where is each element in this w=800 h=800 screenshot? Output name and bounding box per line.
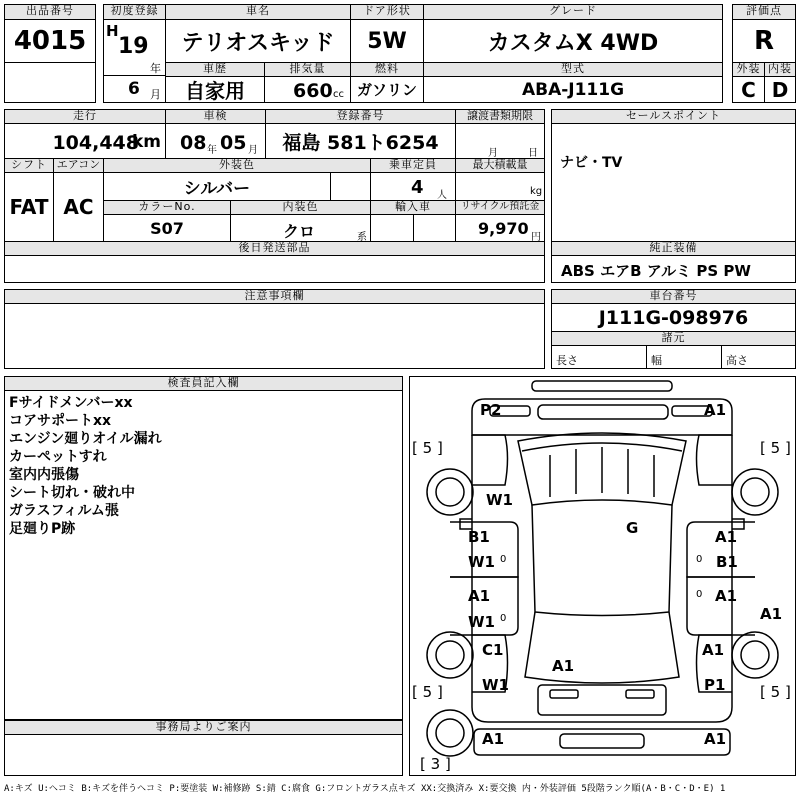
inspection-month-unit: 月 — [248, 145, 258, 156]
aircon-label: エアコン — [53, 158, 104, 173]
tire-rear-left-value: 5 — [422, 683, 433, 701]
tire-spare-value: 3 — [430, 755, 441, 773]
shift-label: シフト — [4, 158, 54, 173]
model: ABA-J111G — [423, 76, 723, 103]
first-reg-month: 6 — [128, 79, 140, 99]
later-parts-label: 後日発送部品 — [4, 241, 545, 256]
score-label: 評価点 — [732, 4, 796, 20]
spec-width-cell — [646, 345, 722, 369]
later-parts-cell — [4, 255, 545, 283]
inspector-notes-list — [9, 394, 162, 538]
mark-p2: P2 — [480, 401, 502, 419]
spec-height-cell — [721, 345, 796, 369]
inspection-label: 車検 — [165, 109, 266, 124]
displacement-label: 排気量 — [264, 62, 351, 77]
mark-zero-right-front: 0 — [696, 554, 703, 565]
grade: カスタムX 4WD — [423, 19, 723, 63]
mark-w1-left-rear-door: W1 — [468, 613, 495, 631]
tire-front-left-value: 5 — [422, 439, 433, 457]
aircon: AC — [53, 172, 104, 242]
mark-a1-front-right: A1 — [704, 401, 727, 419]
inspector-notes — [4, 390, 403, 720]
displacement: 660 — [293, 80, 333, 102]
chassis: J111G-098976 — [551, 303, 796, 332]
mark-zero-left-rear: 0 — [500, 613, 507, 624]
transfer-month-unit: 月 — [488, 148, 498, 159]
tire-front-left: [ 5 ] — [412, 439, 443, 457]
tire-front-right-value: 5 — [770, 439, 781, 457]
model-label: 型式 — [423, 62, 723, 77]
genuine-equip-label: 純正装備 — [551, 241, 796, 256]
mark-w1-left-front-door: W1 — [468, 553, 495, 571]
mark-zero-right-rear: 0 — [696, 589, 703, 600]
first-reg-month-cell — [103, 75, 166, 103]
capacity-label: 乗車定員 — [370, 158, 456, 173]
car-name-label: 車名 — [165, 4, 351, 20]
mark-a1-rear-left: A1 — [482, 730, 505, 748]
max-load-cell — [455, 172, 545, 201]
inspection-month: 05 — [220, 132, 247, 154]
color-no-label: カラーNo. — [103, 200, 231, 215]
recycle-label: リサイクル預託金 — [455, 200, 545, 215]
max-load-unit: kg — [530, 186, 543, 197]
mark-a1-right-rear: A1 — [702, 641, 725, 659]
mark-b1-right-front-door: B1 — [716, 553, 738, 571]
exterior-label: 外装 — [732, 62, 765, 77]
mark-a1-left-rear-door: A1 — [468, 587, 491, 605]
mark-w1-left-rear: W1 — [482, 676, 509, 694]
sales-point-label: セールスポイント — [551, 109, 796, 124]
exterior-grade: C — [732, 76, 765, 103]
mark-c1-left-rear: C1 — [482, 641, 504, 659]
mark-a1-roof-rear: A1 — [552, 657, 575, 675]
chassis-label: 車台番号 — [551, 289, 796, 304]
car-diagram — [409, 376, 796, 776]
import-label: 輸入車 — [370, 200, 456, 215]
plate-label: 登録番号 — [265, 109, 456, 124]
car-name: テリオスキッド — [165, 19, 351, 63]
inspector-note: エンジン廻りオイル漏れ — [9, 431, 162, 447]
mileage-label: 走行 — [4, 109, 166, 124]
sales-point: ナビ・TV — [560, 155, 623, 171]
ext-color-label: 外装色 — [103, 158, 371, 173]
inspector-note: カーペットすれ — [9, 449, 107, 465]
spec-height-label: 高さ — [726, 354, 748, 367]
mark-p1-right-rear: P1 — [704, 676, 726, 694]
first-reg-year: 19 — [118, 34, 149, 59]
tire-rear-right-value: 5 — [770, 683, 781, 701]
era: H — [106, 22, 119, 40]
inspection-year-unit: 年 — [207, 145, 217, 156]
office-label: 事務局よりご案内 — [4, 720, 403, 735]
transfer-day-unit: 日 — [528, 148, 538, 159]
month-unit: 月 — [150, 88, 161, 101]
shift: FAT — [4, 172, 54, 242]
grade-label: グレード — [423, 4, 723, 20]
interior-label: 内装 — [764, 62, 796, 77]
mark-b1-left-front-door: B1 — [468, 528, 490, 546]
door-label: ドア形状 — [350, 4, 424, 20]
recycle: 9,970 — [478, 219, 529, 238]
spec-width-label: 幅 — [651, 354, 662, 367]
fuel-label: 燃料 — [350, 62, 424, 77]
caution-cell — [4, 303, 545, 369]
inspector-note: 足廻りP跡 — [9, 521, 76, 537]
mileage-cell — [4, 123, 166, 159]
tire-spare: [ 3 ] — [420, 755, 451, 773]
interior-grade: D — [764, 76, 796, 103]
year-unit: 年 — [150, 62, 161, 75]
int-color-label: 内装色 — [230, 200, 371, 215]
int-color-cell — [230, 214, 371, 242]
lot-number: 4015 — [4, 19, 96, 63]
recycle-cell — [455, 214, 545, 242]
legend: A:キズ U:ヘコミ B:キズを伴うヘコミ P:要塗装 W:補修跡 S:錆 C:腐食 G:フロントガラス点キズ XX:交換済み X:要交換 内・外装評価 5段階ランク順(A・B・C・D・E) 1 — [4, 784, 726, 794]
color-no: S07 — [103, 214, 231, 242]
mark-a1-right-rear-door: A1 — [715, 587, 738, 605]
transfer-cell — [455, 123, 545, 159]
ext-color-blank — [330, 172, 371, 201]
caution-label: 注意事項欄 — [4, 289, 545, 304]
spec-length-label: 長さ — [556, 354, 578, 367]
import-cell-a — [370, 214, 414, 242]
tire-rear-right: [ 5 ] — [760, 683, 791, 701]
lot-blank — [4, 62, 96, 103]
mileage-unit: km — [131, 132, 161, 152]
inspector-note: Fサイドメンバーxx — [9, 395, 133, 411]
displacement-cell — [264, 76, 351, 103]
tire-front-right: [ 5 ] — [760, 439, 791, 457]
inspector-note: コアサポートxx — [9, 413, 112, 429]
fuel: ガソリン — [350, 76, 424, 103]
inspector-note: シート切れ・破れ中 — [9, 485, 135, 501]
score: R — [732, 19, 796, 63]
max-load-label: 最大積載量 — [455, 158, 545, 173]
spec-length-cell — [551, 345, 647, 369]
plate: 福島 581ト6254 — [265, 123, 456, 159]
first-reg-label: 初度登録 — [103, 4, 166, 20]
history: 自家用 — [165, 76, 265, 103]
capacity-unit: 人 — [437, 190, 447, 201]
inspector-label: 検査員記入欄 — [4, 376, 403, 391]
specs-label: 諸元 — [551, 331, 796, 346]
int-color-unit: 系 — [357, 232, 367, 242]
history-label: 車歴 — [165, 62, 265, 77]
mark-g: G — [626, 519, 639, 537]
ext-color: シルバー — [103, 172, 331, 201]
mark-a1-right-front-door: A1 — [715, 528, 738, 546]
genuine-equip: ABS エアB アルミ PS PW — [561, 262, 751, 280]
recycle-unit: 円 — [531, 232, 541, 242]
tire-rear-left: [ 5 ] — [412, 683, 443, 701]
inspector-note: ガラスフィルム張 — [9, 503, 119, 519]
mark-zero-left-front: 0 — [500, 554, 507, 565]
inspection-year: 08 — [180, 132, 207, 154]
office-cell — [4, 734, 403, 776]
genuine-equip-cell — [551, 255, 796, 283]
inspection-cell — [165, 123, 266, 159]
capacity-cell — [370, 172, 456, 201]
car-diagram-drawing — [410, 377, 795, 775]
mark-a1-rear-right: A1 — [704, 730, 727, 748]
mark-a1-right-side: A1 — [760, 605, 783, 623]
mark-w1-front-left: W1 — [486, 491, 513, 509]
int-color: クロ — [283, 222, 316, 241]
door-type: 5W — [350, 19, 424, 63]
import-cell-b — [413, 214, 456, 242]
capacity: 4 — [411, 177, 424, 198]
sales-point-cell — [551, 123, 796, 242]
transfer-label: 譲渡書類期限 — [455, 109, 545, 124]
displacement-unit: cc — [333, 89, 344, 100]
mileage: 104,448 — [52, 132, 139, 154]
lot-label: 出品番号 — [4, 4, 96, 20]
inspector-note: 室内内張傷 — [9, 467, 79, 483]
first-reg-year-cell — [103, 19, 166, 76]
